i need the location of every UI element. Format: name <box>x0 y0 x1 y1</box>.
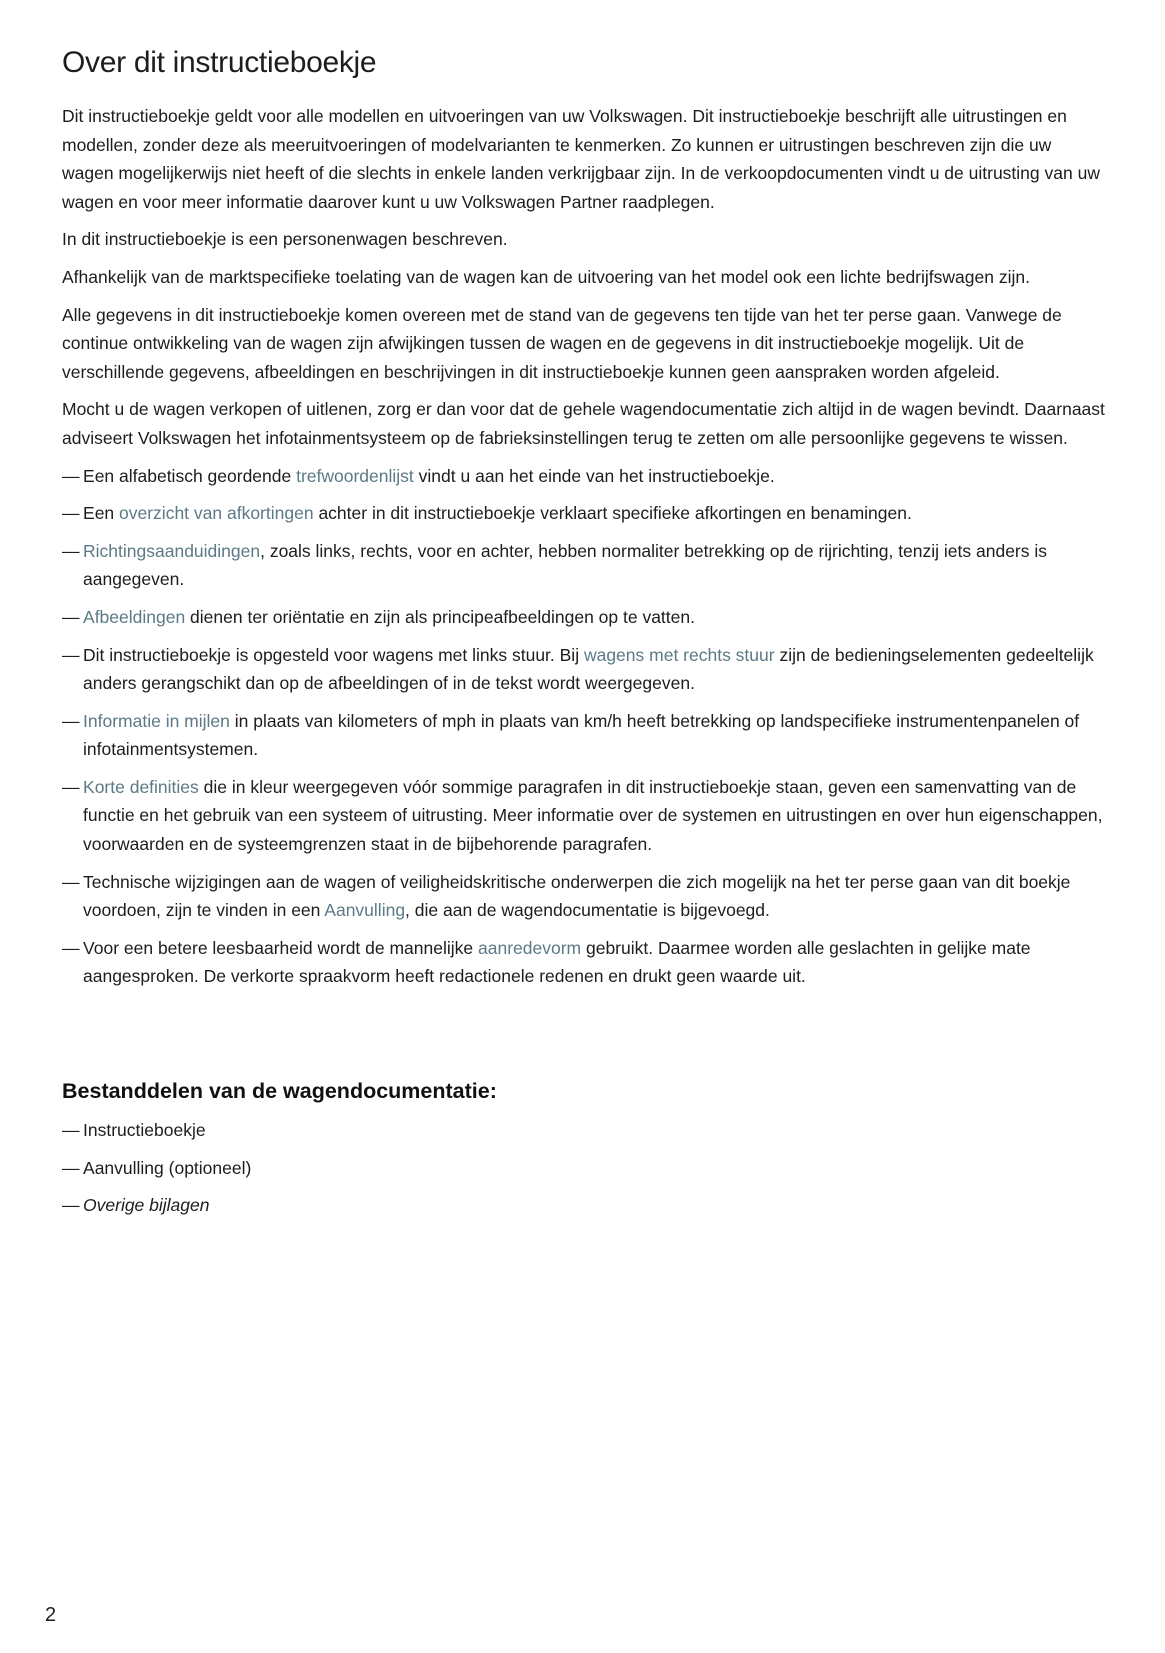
note-item <box>62 603 1105 632</box>
cross-reference-link[interactable]: Richtingsaanduidingen <box>83 540 261 561</box>
intro-paragraphs <box>62 102 1105 453</box>
text-run: , die aan de wagendocumentatie is bijgevoegd. <box>405 900 770 921</box>
note-item <box>62 462 1105 491</box>
cross-reference-link[interactable]: overzicht van afkortingen <box>119 503 314 524</box>
components-list <box>62 1116 1105 1220</box>
text-run: Een <box>83 503 120 524</box>
text-run: Dit instructieboekje is opgesteld voor wagens met links stuur. Bij <box>83 644 584 665</box>
cross-reference-link[interactable]: aanredevorm <box>478 937 582 958</box>
text-run: achter in dit instructieboekje verklaart specifieke afkortingen en benamingen. <box>313 503 912 524</box>
dash-marker: — <box>62 606 84 627</box>
dash-marker: — <box>62 540 84 561</box>
dash-marker: — <box>62 1157 84 1178</box>
components-section-heading: Bestanddelen van de wagendocumentatie: <box>62 1079 497 1104</box>
dash-marker: — <box>62 503 84 524</box>
component-item-label: Overige bijlagen <box>83 1195 210 1216</box>
text-run: dienen ter oriëntatie en zijn als principeafbeeldingen op te vatten. <box>185 606 695 627</box>
text-run: in plaats van kilometers of mph in plaats van km/h heeft betrekking op landspecifieke instrumentenpanelen of infotainmentsystemen. <box>83 710 1080 760</box>
paragraph: In dit instructieboekje is een personenwagen beschreven. <box>62 229 508 250</box>
note-item <box>62 499 1105 528</box>
text-run: die in kleur weergegeven vóór sommige paragrafen in dit instructieboekje staan, geven een samenvatting van de functie en het gebruik van een systeem of uitrusting. Meer informatie over de systemen en uitrustingen en over hun eigenschappen, voorwaarden en de systeemgrenzen staat in de bijbehorende paragrafen. <box>83 776 1103 855</box>
cross-reference-link[interactable]: trefwoordenlijst <box>296 465 414 486</box>
notes-list <box>62 462 1105 992</box>
dash-marker: — <box>62 776 84 797</box>
text-run: gebruikt. Daarmee worden alle geslachten in gelijke mate aangesproken. De verkorte spraakvorm heeft redactionele redenen en drukt geen waarde uit. <box>83 937 1031 987</box>
component-item-label: Aanvulling (optioneel) <box>83 1157 252 1178</box>
cross-reference-link[interactable]: Aanvulling <box>324 900 406 921</box>
dash-marker: — <box>62 644 84 665</box>
cross-reference-link[interactable]: Informatie in mijlen <box>83 710 230 731</box>
component-item <box>62 1154 1105 1183</box>
page-number: 2 <box>45 1604 57 1626</box>
paragraph: Dit instructieboekje geldt voor alle modellen en uitvoeringen van uw Volkswagen. Dit instructieboekje beschrijft alle uitrustingen en modellen, zonder deze als meeruitvoeringen of modelvarianten te kenmerken. Zo kunnen er uitrustingen beschreven zijn die uw wagen mogelijkerwijs niet heeft of die slechts in enkele landen verkrijgbaar zijn. In de verkoopdocumenten vindt u de uitrusting van uw wagen en voor meer informatie daarover kunt u uw Volkswagen Partner raadplegen. <box>62 106 1100 212</box>
cross-reference-link[interactable]: wagens met rechts stuur <box>583 644 775 665</box>
dash-marker: — <box>62 871 84 892</box>
note-item <box>62 868 1105 925</box>
note-item <box>62 641 1105 698</box>
note-item <box>62 934 1105 991</box>
dash-marker: — <box>62 1195 84 1216</box>
paragraph: Alle gegevens in dit instructieboekje komen overeen met de stand van de gegevens ten tijde van het ter perse gaan. Vanwege de continue ontwikkeling van de wagen zijn afwijkingen tussen de wagen en de gegevens in dit instructieboekje mogelijk. Uit de verschillende gegevens, afbeeldingen en beschrijvingen in dit instructieboekje kunnen geen aanspraken worden afgeleid. <box>62 304 1062 382</box>
cross-reference-link[interactable]: Korte definities <box>83 776 199 797</box>
dash-marker: — <box>62 937 84 958</box>
text-run: Technische wijzigingen aan de wagen of veiligheidskritische onderwerpen die zich mogelijk na het ter perse gaan van dit boekje voordoen, zijn te vinden in een <box>83 871 1071 921</box>
dash-marker: — <box>62 465 84 486</box>
paragraph: Afhankelijk van de marktspecifieke toelating van de wagen kan de uitvoering van het model ook een lichte bedrijfswagen zijn. <box>62 266 1030 287</box>
component-item-label: Instructieboekje <box>83 1120 206 1141</box>
note-item <box>62 707 1105 764</box>
dash-marker: — <box>62 1120 84 1141</box>
text-run: Voor een betere leesbaarheid wordt de mannelijke <box>83 937 478 958</box>
component-item <box>62 1191 1105 1220</box>
text-run: vindt u aan het einde van het instructieboekje. <box>413 465 775 486</box>
text-run: , zoals links, rechts, voor en achter, hebben normaliter betrekking op de rijrichting, tenzij iets anders is aangegeven. <box>83 540 1048 590</box>
text-run: Een alfabetisch geordende <box>83 465 297 486</box>
page-title: Over dit instructieboekje <box>62 46 377 79</box>
component-item <box>62 1116 1105 1145</box>
note-item <box>62 773 1105 859</box>
paragraph: Mocht u de wagen verkopen of uitlenen, zorg er dan voor dat de gehele wagendocumentatie zich altijd in de wagen bevindt. Daarnaast adviseert Volkswagen het infotainmentsysteem op de fabrieksinstellingen terug te zetten om alle persoonlijke gegevens te wissen. <box>62 399 1105 448</box>
cross-reference-link[interactable]: Afbeeldingen <box>83 606 186 627</box>
text-run: zijn de bedieningselementen gedeeltelijk anders gerangschikt dan op de afbeeldingen of in de tekst wordt weergegeven. <box>83 644 1094 694</box>
note-item <box>62 537 1105 594</box>
dash-marker: — <box>62 710 84 731</box>
